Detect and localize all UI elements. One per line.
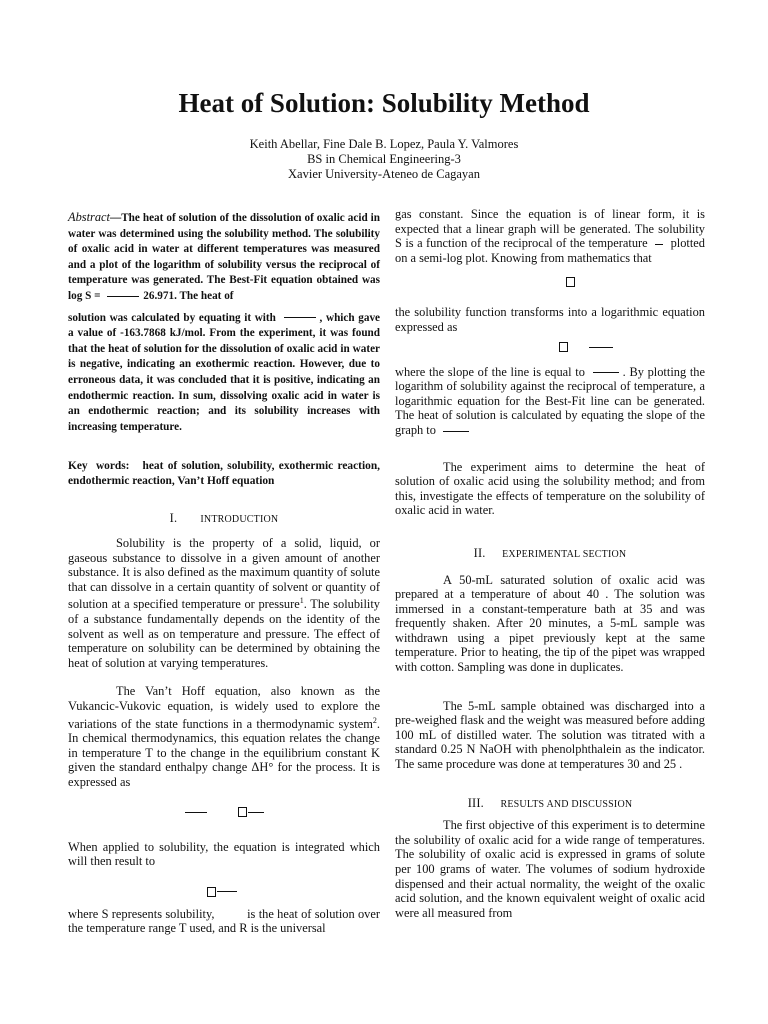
fraction-bar (217, 891, 237, 892)
section-heading-introduction (68, 511, 380, 528)
experimental-paragraph-1: A 50-mL saturated solution of oxalic acid was prepared at a temperature of about 40 . The solution was immersed in a constant-temperature bath at 35 and was frequently shaken. After 20 minutes, a 5-mL sample was withdrawn using a pipet previously kept at the same temperature. Prior to heating, the tip of the pipet was wrapped with cotton. Sampling was done in duplicates. (395, 572, 705, 675)
abstract-text-1: —The heat of solution of the dissolution of oxalic acid in water was determined using the solubility method. The solubility of oxalic acid in water at different temperatures was measured and a plot of the logarithm of solubility versus the reciprocal of temperature was generated. The Best-Fit equation obtained was log S = (68, 212, 380, 302)
author-block (0, 137, 768, 182)
body-text: gas constant. Since the equation is of linear form, it is expected that a linear graph will be generated. The solubility S is a function of the reciprocal of the temperature (395, 207, 705, 251)
author-names: Keith Abellar, Fine Dale B. Lopez, Paula Y. Valmores (249, 137, 519, 151)
author-school: Xavier University-Ateneo de Cagayan (288, 167, 480, 181)
intro-paragraph-2 (68, 684, 380, 789)
right-paragraph-3 (395, 365, 705, 438)
intro-text: where S represents solubility, (68, 906, 215, 921)
equation-symbol (207, 887, 216, 897)
intro-text: . In chemical thermodynamics, this equation relates the change in temperature T to the change in the equilibrium constant K given the standard enthalpy change ΔH° for the process. It is expressed as (68, 716, 380, 790)
intro-text: . The solubility of a substance fundamentally depends on the identity of the solvent as well as on temperature and pressure. The effect of temperature on solubility can be determined by obtaining the heat of solution at varying temperatures. (68, 597, 380, 670)
section-numeral: II. (473, 545, 486, 560)
results-paragraph-1: The first objective of this experiment is to determine the solubility of oxalic acid for a wide range of temperatures. The solubility of oxalic acid is expressed in grams of solute per 100 grams of water. The volumes of sodium hydroxide dispensed and their actual normality, the weight of the oxalic acid solution, and the known equivalent weight of oxalic acid were all measured from (395, 818, 705, 920)
fraction-bar (185, 812, 207, 813)
equation-symbol (238, 807, 247, 817)
intro-text: The Van’t Hoff equation, also known as the Vukancic-Vukovic equation, is widely used to explore the variations of the state functions in a thermodynamic system (68, 684, 380, 731)
keywords-text: heat of solution, solubility, exothermic reaction, endothermic reaction, Van’t Hoff equation (68, 460, 381, 488)
paper-title: Heat of Solution: Solubility Method (178, 88, 590, 118)
equation-log-identity (395, 275, 705, 305)
right-paragraph-2: the solubility function transforms into a logarithmic equation expressed as (395, 305, 705, 334)
abstract-text-3: , which gave a value of -163.7868 kJ/mol. From the experiment, it was found that the heat of solution for the dissolution of oxalic acid in water is negative, indicating an exothermic reaction. However, due to erroneous data, it was concluded that it is positive, indicating an endothermic reaction. In sum, dissolving oxalic acid in water is an endothermic reaction; and its solubility increases with increasing temperature. (68, 311, 381, 433)
right-paragraph-4: The experiment aims to determine the heat of solution of oxalic acid using the solubility method; and from this, investigate the effects of temperature on the solubility of oxalic acid in water. (395, 459, 705, 518)
footnote-ref: 2 (372, 715, 377, 725)
intro-paragraph-3: When applied to solubility, the equation is integrated which will then result to (68, 839, 380, 869)
fraction-bar (248, 812, 264, 813)
body-text: plotted on a semi-log plot. Knowing from mathematics that (395, 236, 706, 265)
fraction-bar (443, 431, 469, 432)
fraction-bar (655, 244, 663, 245)
equation-symbol (559, 342, 568, 352)
section-title: RESULTS AND DISCUSSION (500, 798, 633, 810)
experimental-paragraph-2: The 5-mL sample obtained was discharged into a pre-weighed flask and the weight was measured before adding 100 mL of distilled water. The solution was titrated with a standard 0.25 N NaOH with phenolphthalein as the indicator. The same procedure was done at temperatures 30 and 25 . (395, 698, 705, 772)
fraction-bar (593, 372, 619, 373)
abstract-label: Abstract (68, 210, 110, 224)
abstract-text-2: solution was calculated by equating it with (68, 311, 276, 324)
author-program: BS in Chemical Engineering-3 (307, 152, 461, 166)
intro-paragraph-1 (68, 536, 380, 670)
fraction-bar (284, 317, 316, 318)
right-paragraph-1 (395, 207, 705, 265)
equation-integrated (68, 885, 380, 907)
section-title: INTRODUCTION (200, 514, 279, 526)
section-heading-experimental (395, 546, 705, 563)
fraction-bar (107, 296, 139, 297)
section-numeral: III. (467, 795, 484, 810)
body-text: where the slope of the line is equal to (395, 364, 585, 379)
abstract (68, 210, 380, 305)
equation-log-solubility (395, 341, 705, 365)
abstract-eq-value: 26.971. The heat of (143, 289, 234, 302)
section-title: EXPERIMENTAL SECTION (502, 548, 627, 560)
equation-vant-hoff (68, 806, 380, 834)
footnote-ref: 1 (299, 596, 304, 606)
body-text: . By plotting the logarithm of solubility against the reciprocal of temperature, a logarithmic equation for the Best-Fit line can be generated. The heat of solution is calculated by equating the slope of the graph to (395, 364, 705, 437)
section-numeral: I. (169, 511, 178, 526)
right-column (395, 207, 705, 920)
left-column (68, 210, 380, 936)
abstract-cont (68, 311, 380, 436)
section-heading-results (395, 796, 705, 813)
intro-text: is the heat of solution over the temperature range T used, and R is the universal (68, 906, 380, 936)
fraction-bar (589, 347, 613, 348)
intro-text: Solubility is the property of a solid, liquid, or gaseous substance to dissolve in a given amount of another substance. It is also defined as the maximum quantity of solute that can dissolve in a certain quantity of solvent or quantity of solution at a specified temperature or pressure (68, 535, 380, 612)
equation-symbol (566, 277, 575, 287)
keywords (68, 459, 380, 489)
intro-paragraph-4 (68, 907, 380, 936)
keywords-label: Key words: (68, 460, 130, 473)
